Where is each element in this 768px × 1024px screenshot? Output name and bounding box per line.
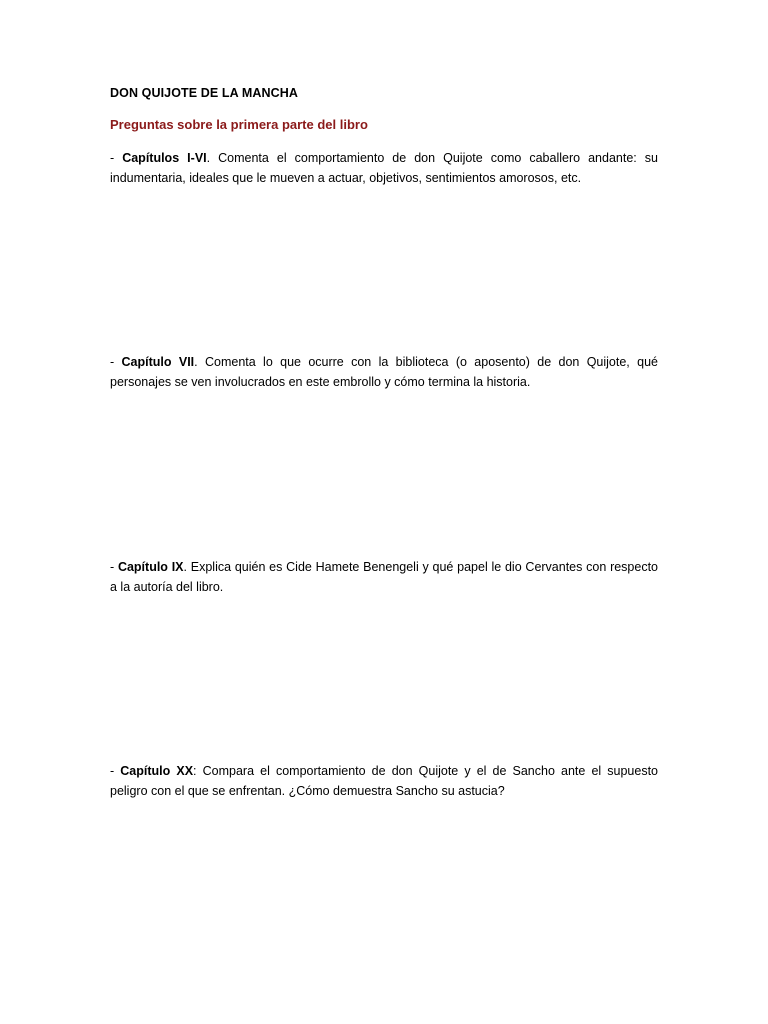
question-separator: . (206, 151, 211, 165)
question-chapter-7 (110, 353, 658, 392)
question-dash: - (110, 560, 118, 574)
question-dash: - (110, 151, 123, 165)
question-chapters-1-6 (110, 149, 658, 188)
document-title: DON QUIJOTE DE LA MANCHA (110, 86, 299, 100)
document-subtitle: Preguntas sobre la primera parte del libro (110, 117, 368, 132)
question-chapter-9 (110, 558, 658, 597)
question-dash: - (110, 355, 122, 369)
question-text: Explica quién es Cide Hamete Benengeli y qué papel le dio Cervantes con respecto a la autoría del libro. (110, 560, 659, 594)
question-chapter-label: Capítulo VII (121, 355, 195, 369)
question-text: Compara el comportamiento de don Quijote y el de Sancho ante el supuesto peligro con el que se enfrentan. ¿Cómo demuestra Sancho su astucia? (110, 764, 658, 798)
question-chapter-label: Capítulos I-VI (122, 151, 207, 165)
question-separator: : (193, 764, 197, 778)
question-chapter-label: Capítulo XX (120, 764, 194, 778)
question-text: Comenta lo que ocurre con la biblioteca (o aposento) de don Quijote, qué personajes se ven involucrados en este embrollo y cómo termina la historia. (110, 355, 658, 389)
question-text: Comenta el comportamiento de don Quijote como caballero andante: su indumentaria, ideales que le mueven a actuar, objetivos, sentimientos amorosos, etc. (110, 151, 658, 185)
question-separator: . (194, 355, 198, 369)
question-dash: - (110, 764, 121, 778)
question-separator: . (183, 560, 187, 574)
question-chapter-label: Capítulo IX (117, 560, 184, 574)
question-chapter-20 (110, 762, 658, 801)
